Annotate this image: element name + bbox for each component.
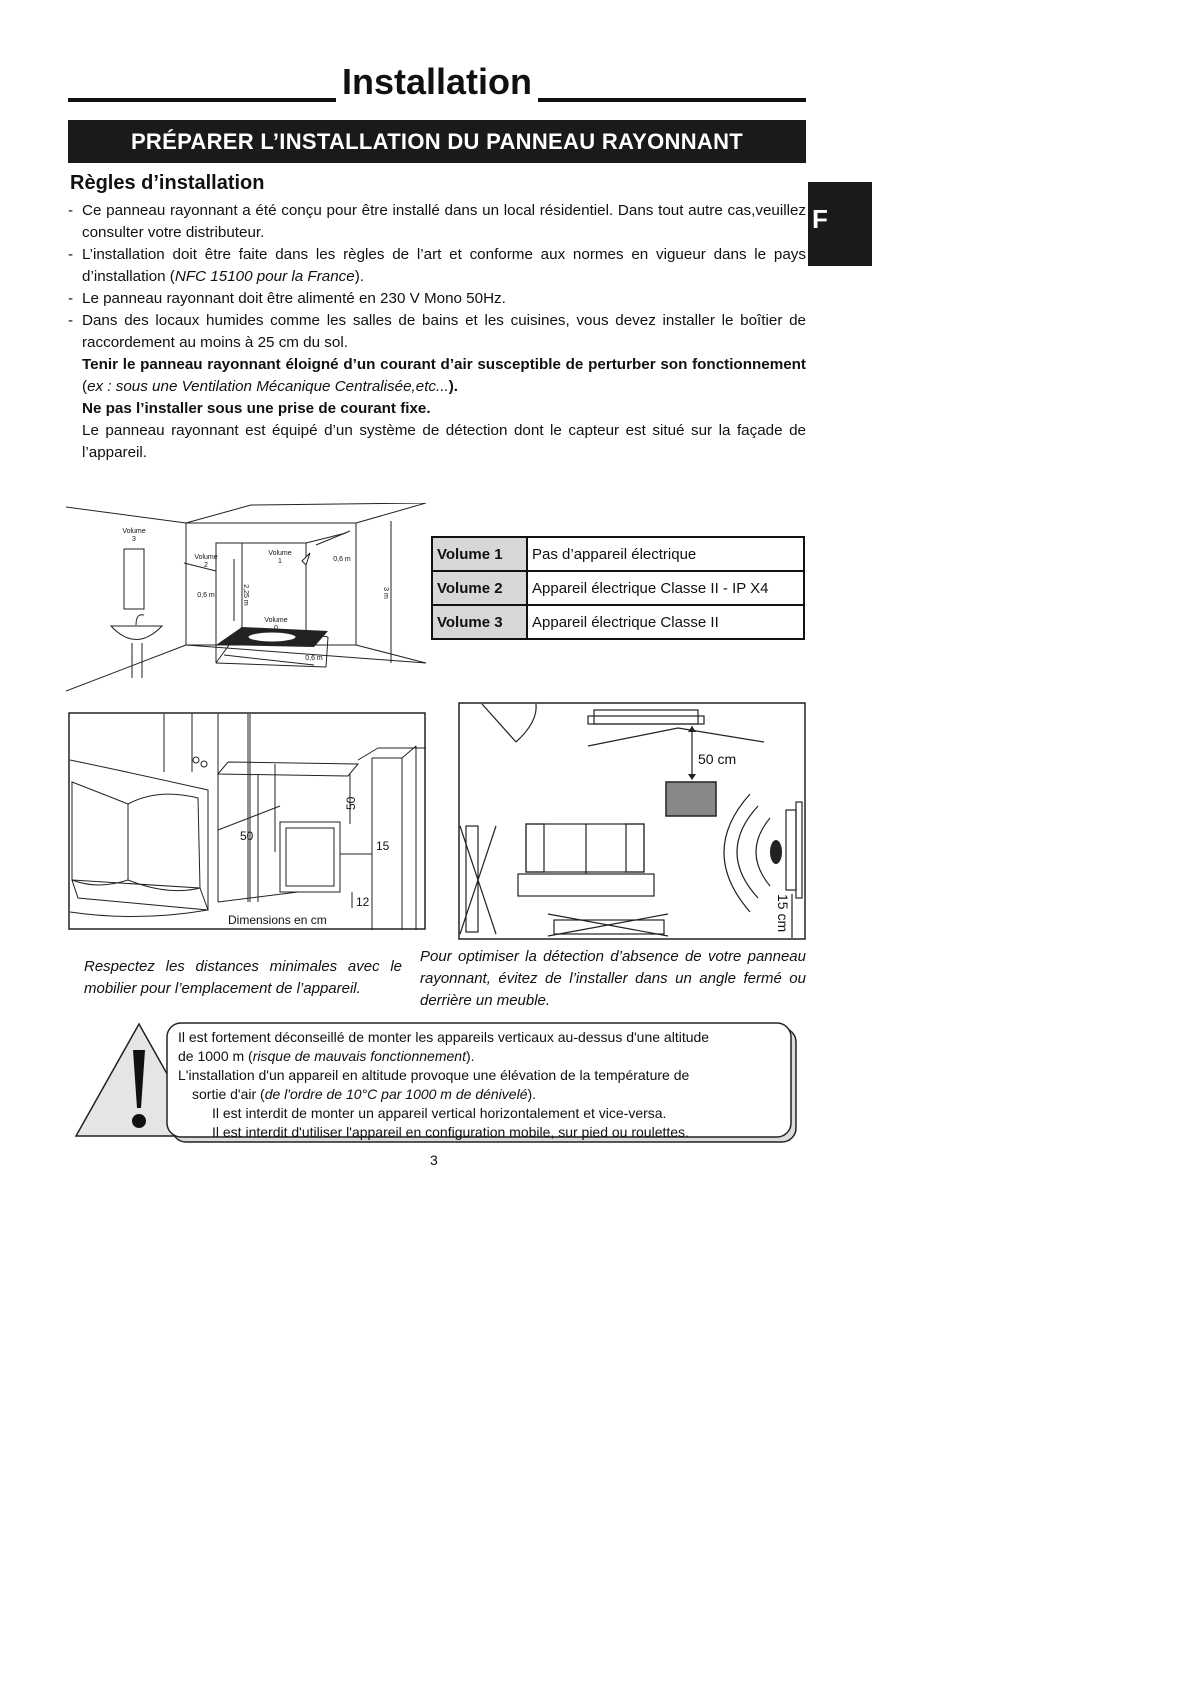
rule-standard: NFC 15100 pour la France	[174, 268, 355, 285]
paren-open: (	[82, 378, 88, 395]
description-cell: Pas d’appareil électrique	[527, 537, 804, 571]
paren-close: ).	[448, 378, 458, 395]
rule-bold-text: Ne pas l’installer sous une prise de courant fixe.	[82, 400, 431, 417]
page-title: Installation	[341, 61, 533, 102]
dimension-50-left: 50	[240, 829, 254, 843]
rules-heading: Règles d’installation	[70, 172, 265, 194]
description-cell: Appareil électrique Classe II - IP X4	[527, 571, 804, 605]
page-number: 3	[430, 1152, 438, 1168]
furniture-distance-diagram	[68, 712, 426, 930]
rule-item	[68, 200, 806, 244]
label-volume-1: Volume	[268, 550, 292, 557]
plan-dimension-15cm: 15 cm	[775, 894, 791, 933]
dimension-50-top: 50	[344, 796, 358, 810]
label-height-225: 2,25 m	[242, 584, 249, 606]
rule-warning-socket	[68, 398, 806, 420]
volume-cell: Volume 2	[432, 571, 527, 605]
rule-text: Le panneau rayonnant doit être alimenté en 230 V Mono 50Hz.	[82, 290, 506, 307]
label-distance-2: 0,6 m	[333, 556, 351, 563]
warning-italic: de l'ordre de 10°C par 1000 m de dénivelé	[264, 1086, 528, 1102]
rule-item	[68, 288, 806, 310]
label-height-3m: 3 m	[382, 587, 389, 599]
rule-bold-text: Tenir le panneau rayonnant éloigné d’un courant d’air susceptible de perturber son fonctionnement	[82, 356, 806, 373]
rule-text: Ce panneau rayonnant a été conçu pour être installé dans un local résidentiel. Dans tout autre cas,veuillez consulter votre distributeur.	[82, 202, 806, 241]
volume-table	[431, 536, 805, 640]
warning-segment: de 1000 m (	[178, 1048, 253, 1064]
label-distance-1: 0,6 m	[197, 592, 215, 599]
language-tab	[808, 182, 872, 266]
warning-segment: ).	[527, 1086, 537, 1102]
table-row	[432, 605, 804, 639]
dimension-15: 15	[376, 839, 390, 853]
rule-item	[68, 244, 806, 288]
caption-detection: Pour optimiser la détection d’absence de votre panneau rayonnant, évitez de l’installer dans un angle fermé ou derrière un meuble.	[420, 948, 806, 1009]
installation-rules	[68, 200, 806, 464]
caption-furniture: Respectez les distances minimales avec le mobilier pour l’emplacement de l’appareil.	[84, 958, 402, 997]
floor-plan-diagram	[458, 702, 806, 940]
warning-line	[178, 1085, 778, 1104]
label-volume-0: Volume	[264, 617, 288, 624]
label-distance-3: 0,6 m	[305, 655, 323, 662]
rule-text: L’installation doit être faite dans les règles de l’art et conforme aux normes en vigueur dans le pays d’installation (	[82, 246, 806, 285]
warning-line: Il est interdit de monter un appareil vertical horizontalement et vice-versa.	[212, 1105, 667, 1121]
table-row	[432, 537, 804, 571]
title-rule-right	[538, 98, 806, 102]
warning-line: Il est interdit d'utiliser l'appareil en configuration mobile, sur pied ou roulettes.	[212, 1124, 689, 1140]
warning-line: Il est fortement déconseillé de monter les appareils verticaux au-dessus d'une altitude	[178, 1029, 710, 1045]
rule-item	[68, 310, 806, 354]
section-banner: PRÉPARER L’INSTALLATION DU PANNEAU RAYONNANT	[68, 120, 806, 163]
rule-text: Dans des locaux humides comme les salles de bains et les cuisines, vous devez installer le boîtier de raccordement au moins à 25 cm du sol.	[82, 312, 806, 351]
volume-cell: Volume 3	[432, 605, 527, 639]
bathroom-volumes-diagram	[66, 503, 426, 693]
rule-text-end: ).	[354, 268, 364, 285]
rule-detection: Le panneau rayonnant est équipé d’un système de détection dont le capteur est situé sur la façade de l’appareil.	[82, 422, 806, 461]
warning-text	[178, 1028, 778, 1142]
rule-example: ex : sous une Ventilation Mécanique Centralisée,etc...	[87, 378, 449, 395]
label-volume-3-num: 3	[132, 536, 136, 543]
description-cell: Appareil électrique Classe II	[527, 605, 804, 639]
label-volume-2-num: 2	[204, 562, 208, 569]
volume-cell: Volume 1	[432, 537, 527, 571]
warning-segment: sortie d'air (	[192, 1086, 265, 1102]
page-header	[68, 62, 806, 106]
language-tab-label: F	[812, 204, 828, 234]
warning-line	[178, 1047, 778, 1066]
bullet-dash: -	[68, 290, 74, 307]
bullet-dash: -	[68, 202, 74, 219]
plan-dimension-50cm: 50 cm	[698, 751, 737, 767]
rule-warning-draft	[68, 354, 806, 398]
label-volume-0-num: 0	[274, 625, 278, 632]
warning-line: L'installation d'un appareil en altitude provoque une élévation de la température de	[178, 1067, 690, 1083]
label-volume-2: Volume	[194, 554, 218, 561]
dimension-12: 12	[356, 895, 370, 909]
dimensions-caption: Dimensions en cm	[228, 913, 327, 927]
warning-italic: risque de mauvais fonctionnement	[252, 1048, 466, 1064]
warning-segment: ).	[465, 1048, 475, 1064]
bullet-dash: -	[68, 246, 74, 263]
label-volume-1-num: 1	[278, 558, 282, 565]
table-row	[432, 571, 804, 605]
label-volume-3: Volume	[122, 528, 146, 535]
bullet-dash: -	[68, 312, 74, 329]
